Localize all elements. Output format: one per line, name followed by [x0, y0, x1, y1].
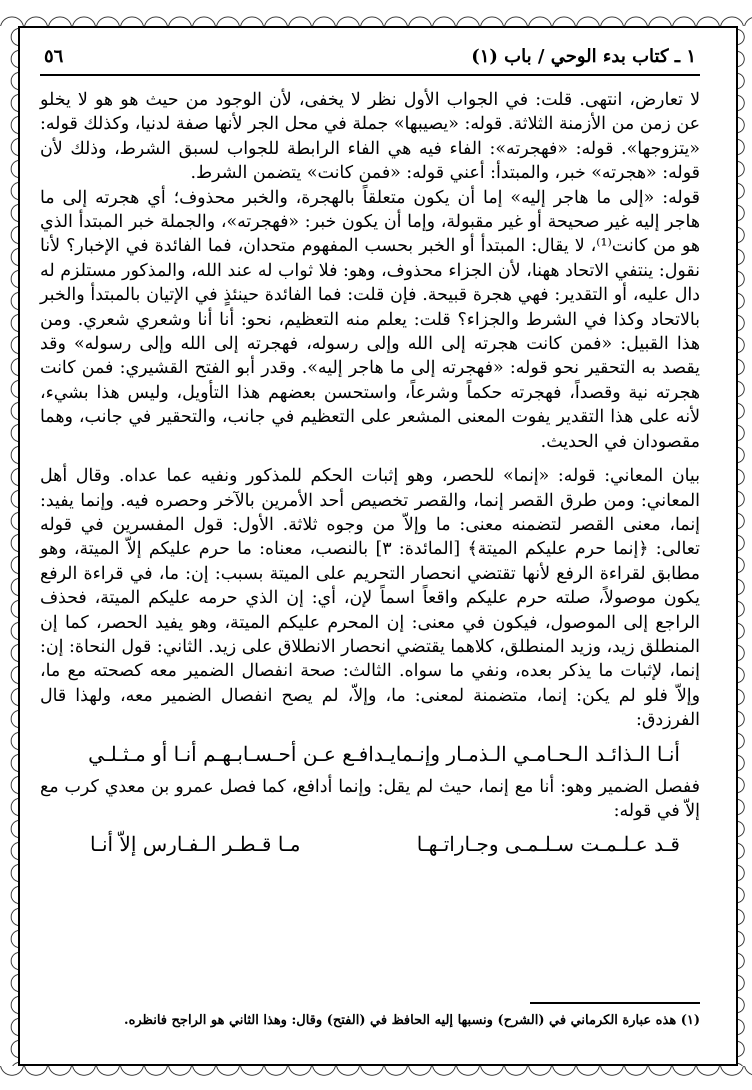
paragraph-4: ففصل الضمير وهو: أنا مع إنما، حيث لم يقل: وإنما أدافع، كما فصل عمرو بن معدي كرب مع إلاّ في قوله: — [40, 776, 700, 821]
footnote: (١) هذه عبارة الكرماني في (الشرح) ونسبها إليه الحافظ في (الفتح) وقال: وهذا الثاني هو الراجح فانظره. — [124, 1013, 700, 1028]
poetry-verse-1 — [40, 733, 700, 775]
main-text — [40, 88, 700, 865]
ornamental-border-top — [0, 0, 752, 28]
footnote-separator — [530, 1002, 700, 1004]
ornamental-border-right — [736, 26, 752, 1066]
page-number: ٥٦ — [44, 46, 64, 67]
poetry-verse-2 — [40, 823, 700, 865]
chapter-title: ١ ـ كتاب بدء الوحي / باب (١) — [471, 46, 696, 67]
verse-2-second-hemistich: مـا قـطـر الـفـارس إلاّ أنـا — [90, 832, 301, 857]
paragraph-3: بيان المعاني: قوله: «إنما» للحصر، وهو إثبات الحكم للمذكور ونفيه عما عداه. وقال أهل المعاني: ومن طرق القصر إنما، والقصر تخصيص أحد الأمرين بالآخر وحصره فيه. وإنما يفيد: إنما، معنى القصر لتضمنه معنى: ما وإلاّ من وجوه ثلاثة. الأول: قول المفسرين في قوله تعالى: ﴿إنما حرم عليكم الميتة﴾ [المائدة: ٣] بالنصب، معناه: ما حرم عليكم إلاّ الميتة، وهو مطابق لقراءة الرفع لأنها تقتضي انحصار التحريم على الميتة بسبب: إن: ما، في قراءة الرفع يكون موصولاً، صلته حرم عليكم واقعاً اسماً لإن، أي: إن الذي حرمه عليكم الميتة، فحذف الراجع إلى الموصول، فيكون في معنى: إن المحرم عليكم الميتة، وهو يفيد الحصر، كما إن المنطلق زيد، وزيد المنطلق، كلاهما يقتضي انحصار الانطلاق على زيد. الثاني: قول النحاة: إن: إنما، لإثبات ما يذكر بعده، ونفي ما سواه. الثالث: صحة انفصال الضمير معه كصحته مع ما، وإلاّ فلو لم يكن: إنما، متضمنة لمعنى: ما، وإلاّ، لم يصح انفصال الضمير معه، ولهذا قال الفرزدق: — [40, 466, 700, 731]
page — [40, 40, 700, 1050]
ornamental-border-left — [0, 26, 20, 1066]
verse-2-first-hemistich: قـد عـلـمـت سـلـمـى وجـاراتـهـا — [416, 832, 680, 857]
running-header — [40, 40, 700, 76]
ornamental-border-bottom — [0, 1064, 752, 1090]
paragraph-1: لا تعارض، انتهى. قلت: في الجواب الأول نظر لا يخفى، لأن الوجود من حيث هو هو لا يخلو عن زمن من الأزمنة الثلاثة. قوله: «يصيبها» جملة في محل الجر لأنها صفة لدنيا، وكذلك قوله: «يتزوجها». قوله: «فهجرته»: الفاء فيه هي الفاء الرابطة للجواب لسبق الشرط، وذلك لأن قوله: «هجرته» خبر، والمبتدأ: أعني قوله: «فمن كانت» يتضمن الشرط. — [40, 90, 700, 184]
verse-1-first-hemistich: أنـا الـذائـد الـحـامـي الـذمـار وإنـما — [395, 741, 680, 766]
paragraph-2: قوله: «إلى ما هاجر إليه» إما أن يكون متعلقاً بالهجرة، والخبر محذوف؛ أي هجرته إلى ما هاجر إليه غير صحيحة أو غير مقبولة، وإما أن يكون خبر: «فهجرته»، والجملة خبر المبتدأ الذي هو من كانت⁽¹⁾، لا يقال: المبتدأ أو الخبر بحسب المفهوم متحدان، فما الفائدة في الإخبار؟ لأنا نقول: ينتفي الاتحاد ههنا، لأن الجزاء محذوف، وهو: فلا ثواب له عند الله، والمذكور مستلزم له دال عليه، أو التقدير: فهي هجرة قبيحة. فإن قلت: فما الفائدة حينئذٍ في الإتيان بالمبتدأ والخبر بالاتحاد وكذا في الشرط والجزاء؟ قلت: يعلم منه التعظيم، نحو: أنا أنا وشعري شعري. ومن هذا القبيل: «فمن كانت هجرته إلى الله وإلى رسوله، فهجرته إلى الله وإلى رسوله» وقد يقصد به التحقير نحو قوله: «فهجرته إلى ما هاجر إليه». وقدر أبو الفتح القشيري: فمن كانت هجرته نية وقصداً، فهجرته حكماً وشرعاً، واستحسن بعضهم هذا التأويل، وليس هذا بشيء، لأنه على هذا التقدير يفوت المعنى المشعر على التعظيم في جانب، والتحقير في جانب، وهما مقصودان في الحديث. — [40, 187, 700, 452]
verse-1-second-hemistich: يـدافـع عـن أحـسـابـهـم أنـا أو مـثـلـي — [88, 741, 396, 766]
